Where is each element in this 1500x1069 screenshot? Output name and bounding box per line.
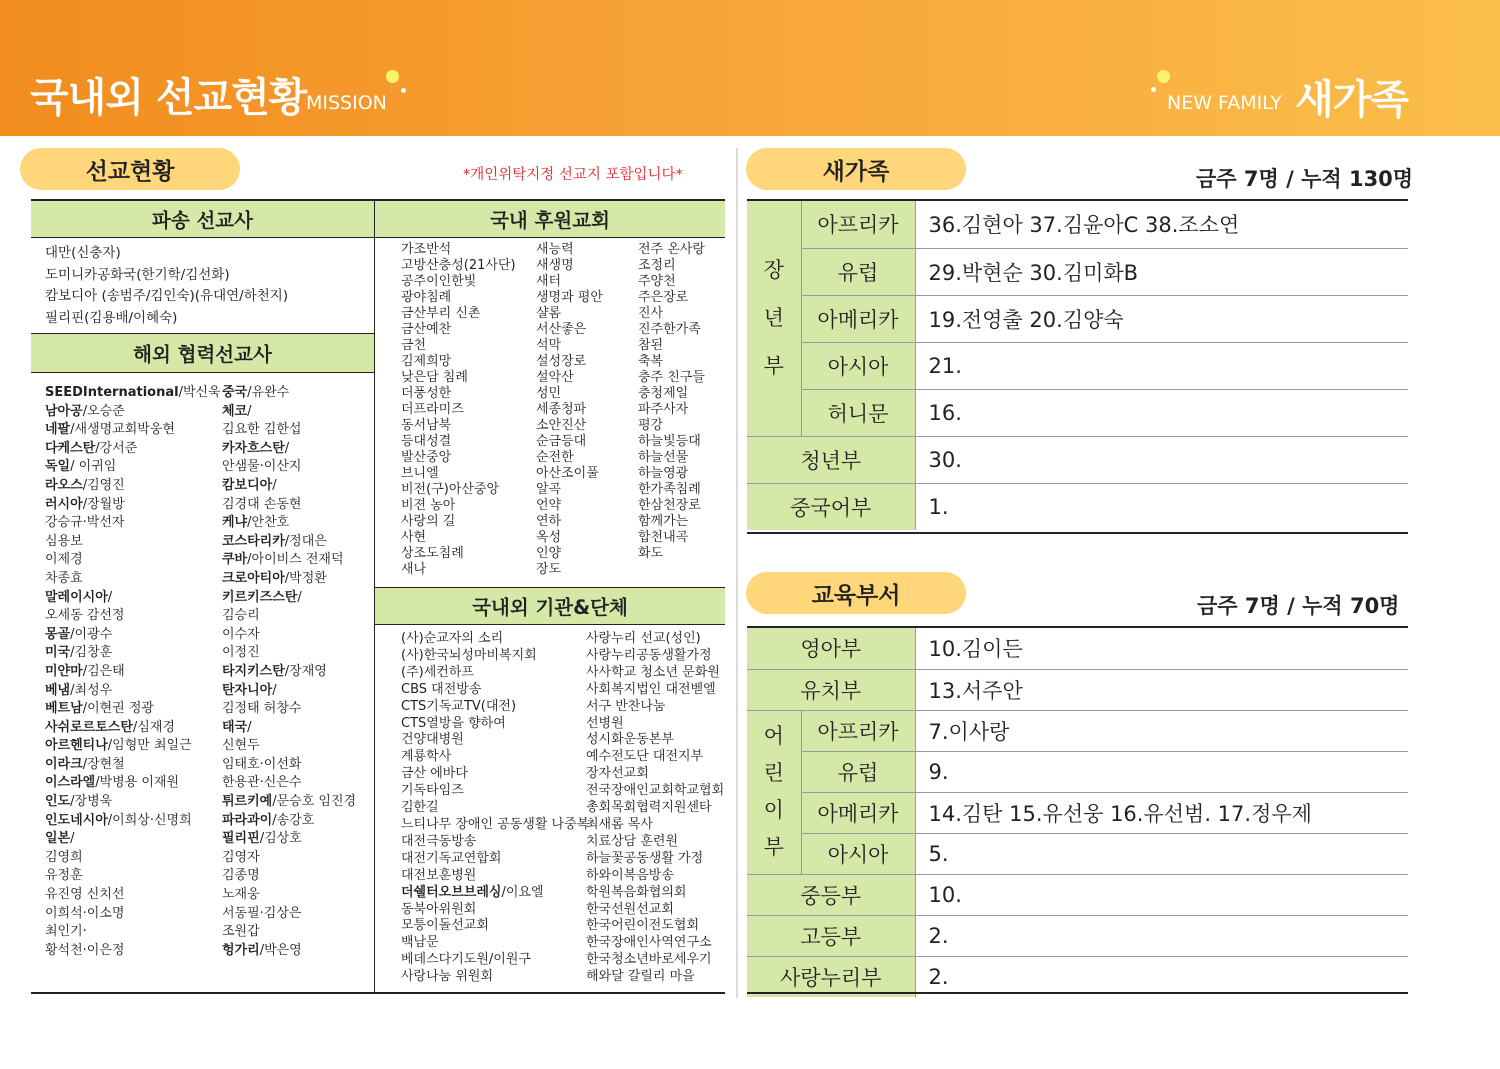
list-item: 금천 xyxy=(401,338,427,353)
table-category: 아시아 xyxy=(801,833,915,874)
list-item: 탄자니아/ xyxy=(222,682,277,698)
list-item: 총회목회협력지원센타 xyxy=(586,800,712,816)
education-pill: 교육부서 xyxy=(746,572,966,614)
table-value: 9. xyxy=(915,751,1408,792)
list-item: 하늘꽃공동생활 가정 xyxy=(586,850,704,866)
list-item: 광야침례 xyxy=(401,290,452,305)
education-stat: 금주 7명 / 누적 70명 xyxy=(1197,594,1400,618)
table-category: 유럽 xyxy=(801,751,915,792)
list-item: 김종명 xyxy=(222,868,260,884)
list-item: 하늘영광 xyxy=(638,466,689,481)
table-category: 고등부 xyxy=(747,915,915,956)
table-row xyxy=(747,483,1408,530)
list-item: 동북아위원회 xyxy=(401,901,477,917)
mission-note: *개인위탁지정 선교지 포함입니다* xyxy=(463,167,683,183)
newfamily-stat: 금주 7명 / 누적 130명 xyxy=(1196,167,1414,191)
list-item: 타지키스탄/장재영 xyxy=(222,663,327,679)
divider xyxy=(31,237,725,238)
list-item: 필리핀/김상호 xyxy=(222,831,302,847)
divider xyxy=(747,532,1408,534)
table-row xyxy=(747,915,1408,956)
orgs-list-col2 xyxy=(586,631,724,986)
list-item: 사회복지법인 대전벧엘 xyxy=(586,681,716,697)
list-item: 이희석·이소명 xyxy=(45,905,125,921)
list-item: 독일/ 이귀임 xyxy=(45,459,117,475)
list-item: 유진영 신치선 xyxy=(45,887,125,903)
list-item: CBS 대전방송 xyxy=(401,681,482,697)
list-item: 카자흐스탄/ xyxy=(222,440,290,456)
list-item: 해와달 갈릴리 마을 xyxy=(586,969,695,985)
mission-subtitle: MISSION xyxy=(306,92,387,114)
table-value: 21. xyxy=(915,342,1408,389)
list-item: 대전극동방송 xyxy=(401,833,477,849)
list-item: 설성장로 xyxy=(536,354,587,369)
list-item: 김한길 xyxy=(401,800,439,816)
decor-dot-icon xyxy=(1157,70,1170,83)
list-item: 일본/ xyxy=(45,831,75,847)
list-item: 사현 xyxy=(401,530,427,545)
list-item: 하늘빛등대 xyxy=(638,434,701,449)
list-item: 베냄/최성우 xyxy=(45,682,113,698)
list-item: 브니엘 xyxy=(401,466,439,481)
list-item: 진주한가족 xyxy=(638,322,701,337)
list-item: 말레이시아/ xyxy=(45,589,113,605)
list-item: 샬롬 xyxy=(536,306,562,321)
table-row xyxy=(747,710,1408,751)
education-table xyxy=(747,628,1408,997)
list-item: 한국장애인사역연구소 xyxy=(586,935,712,951)
list-item: 등대성결 xyxy=(401,434,452,449)
list-item: 네팔/새생명교회박웅현 xyxy=(45,422,175,438)
table-category: 중등부 xyxy=(747,874,915,915)
table-row xyxy=(747,669,1408,710)
list-item: 캄보디아/ xyxy=(222,477,277,493)
table-row xyxy=(747,342,1408,389)
list-item: 김영자 xyxy=(222,849,260,865)
list-item: 서산좋은 xyxy=(536,322,587,337)
list-item: 더풍성한 xyxy=(401,386,452,401)
table-value: 13.서주안 xyxy=(915,669,1408,710)
list-item: 기독타임즈 xyxy=(401,783,464,799)
list-item: 파라과이/송강호 xyxy=(222,812,315,828)
orgs-header: 국내외 기관&단체 xyxy=(375,588,725,624)
list-item: 공주이인한빛 xyxy=(401,274,477,289)
table-category: 청년부 xyxy=(747,436,915,483)
overseas-missionary-header: 해외 협력선교사 xyxy=(31,334,374,372)
table-row xyxy=(747,389,1408,436)
list-item: 생명과 평안 xyxy=(536,290,603,305)
list-item: 오세동 감선정 xyxy=(45,608,125,624)
table-row xyxy=(747,833,1408,874)
list-item: 상조도침례 xyxy=(401,546,464,561)
list-item: 이제경 xyxy=(45,552,83,568)
divider xyxy=(375,624,725,625)
list-item: (사)순교자의 소리 xyxy=(401,631,504,646)
list-item: 새생명 xyxy=(536,258,574,273)
table-row xyxy=(747,628,1408,669)
list-item: 미얀마/김은태 xyxy=(45,663,125,679)
list-item: 더쉘터오브브레싱/이요엘 xyxy=(401,884,544,900)
list-item: 사랑의 길 xyxy=(401,514,456,529)
list-item: 튀르키예/문승호 임진경 xyxy=(222,794,357,810)
newfamily-table xyxy=(747,201,1408,530)
list-item: 황석천·이은정 xyxy=(45,942,125,958)
list-item: 서구 반찬나눔 xyxy=(586,698,666,714)
list-item: 차종효 xyxy=(45,570,83,586)
list-item: 충청제일 xyxy=(638,386,689,401)
domestic-church-header: 국내 후원교회 xyxy=(375,201,725,237)
list-item: 조정리 xyxy=(638,258,676,273)
list-item: 합천내곡 xyxy=(638,530,689,545)
list-item: 한삼천장로 xyxy=(638,498,701,513)
table-category: 사랑누리부 xyxy=(747,956,915,997)
list-item: 하늘선물 xyxy=(638,450,689,465)
mission-pill: 선교현황 xyxy=(20,148,240,190)
list-item: (주)세컨하프 xyxy=(401,664,474,680)
list-item: 알곡 xyxy=(536,482,562,497)
table-row xyxy=(747,792,1408,833)
sent-missionary-header: 파송 선교사 xyxy=(31,201,374,237)
list-item: 한국어린이전도협회 xyxy=(586,918,700,934)
list-item: 설악산 xyxy=(536,370,574,385)
table-value: 36.김현아 37.김윤아C 38.조소연 xyxy=(915,201,1408,248)
table-row xyxy=(747,436,1408,483)
table-value: 5. xyxy=(915,833,1408,874)
table-value: 30. xyxy=(915,436,1408,483)
column-divider xyxy=(736,148,738,998)
list-item: 이수자 xyxy=(222,626,260,642)
list-item: 선병원 xyxy=(586,715,624,731)
table-value: 7.이사랑 xyxy=(915,710,1408,751)
list-item: 성시화운동본부 xyxy=(586,732,674,748)
list-item: 인도네시아/이희상·신명희 xyxy=(45,812,192,828)
list-item: 한국선원선교회 xyxy=(586,901,674,917)
divider xyxy=(31,372,374,373)
list-item: 김요한 김한섭 xyxy=(222,422,302,438)
overseas-list-col2 xyxy=(222,384,356,960)
list-item: 언약 xyxy=(536,498,562,513)
list-item: 소안진산 xyxy=(536,418,587,433)
list-item: 이라크/장현철 xyxy=(45,756,125,772)
list-item: 금산 에바다 xyxy=(401,766,468,782)
list-item: 중국/유완수 xyxy=(222,385,290,400)
list-item: 성민 xyxy=(536,386,562,401)
list-item: 금산예찬 xyxy=(401,322,452,337)
list-item: 세종청파 xyxy=(536,402,587,417)
table-category: 아프리카 xyxy=(801,201,915,248)
list-item: 주은장로 xyxy=(638,290,689,305)
list-item: 노재웅 xyxy=(222,887,260,903)
list-item: 신현두 xyxy=(222,738,260,754)
table-row xyxy=(747,751,1408,792)
group-label: 어 린 이 부 xyxy=(747,710,801,874)
list-item: 강승규·박선자 xyxy=(45,515,125,531)
list-item: 심용보 xyxy=(45,533,83,549)
list-item: 김제희망 xyxy=(401,354,452,369)
list-item: 김경대 손동현 xyxy=(222,496,302,512)
list-item: 조원갑 xyxy=(222,924,260,940)
list-item: 전국장애인교회학교협회 xyxy=(586,783,725,799)
table-value: 19.전영출 20.김양숙 xyxy=(915,295,1408,342)
list-item: 평강 xyxy=(638,418,664,433)
list-item: 화도 xyxy=(638,546,664,561)
list-item: 사사학교 청소년 문화원 xyxy=(586,664,720,680)
table-value: 14.김탄 15.유선웅 16.유선범. 17.정우제 xyxy=(915,792,1408,833)
list-item: 순금등대 xyxy=(536,434,587,449)
domestic-list-col1 xyxy=(401,242,516,578)
list-item: 동서남북 xyxy=(401,418,452,433)
table-category: 영아부 xyxy=(747,628,915,669)
table-value: 2. xyxy=(915,915,1408,956)
page-header xyxy=(0,0,1500,136)
list-item: 가조반석 xyxy=(401,242,452,257)
table-row xyxy=(747,201,1408,248)
list-item: (사)한국뇌성마비복지회 xyxy=(401,647,537,663)
table-row xyxy=(747,295,1408,342)
list-item: 김영희 xyxy=(45,849,83,865)
domestic-list-col3 xyxy=(638,242,705,562)
list-item: 인도/장병욱 xyxy=(45,794,113,810)
list-item: 대만(신충자) xyxy=(45,245,121,261)
table-value: 16. xyxy=(915,389,1408,436)
list-item: 느티나무 장애인 공동생활 나중복 xyxy=(401,816,590,832)
list-item: 사랑누리공동생활가정 xyxy=(586,647,712,663)
list-item: 축복 xyxy=(638,354,664,369)
table-category: 유치부 xyxy=(747,669,915,710)
table-category: 아메리카 xyxy=(801,792,915,833)
list-item: 백남문 xyxy=(401,935,439,951)
decor-dot-icon xyxy=(401,88,406,93)
list-item: 예수전도단 대전지부 xyxy=(586,749,704,765)
list-item: 주양천 xyxy=(638,274,676,289)
list-item: 전주 온사랑 xyxy=(638,242,705,257)
list-item: 김정태 허창수 xyxy=(222,701,302,717)
list-item: 낮은담 침례 xyxy=(401,370,468,385)
list-item: 금산부리 신촌 xyxy=(401,306,481,321)
list-item: 사랑누리 선교(성인) xyxy=(586,631,701,646)
list-item: 쿠바/아이비스 전재덕 xyxy=(222,552,344,568)
list-item: 베데스다기도원/이원구 xyxy=(401,952,531,968)
list-item: 한가족침례 xyxy=(638,482,701,497)
table-row xyxy=(747,248,1408,295)
list-item: 김승리 xyxy=(222,608,260,624)
list-item: 이정진 xyxy=(222,645,260,661)
table-value: 29.박현순 30.김미화B xyxy=(915,248,1408,295)
list-item: 다케스탄/강서준 xyxy=(45,440,138,456)
list-item: 아산조이풀 xyxy=(536,466,599,481)
list-item: 함께가는 xyxy=(638,514,689,529)
list-item: 서동필·김상은 xyxy=(222,905,302,921)
list-item: 태국/ xyxy=(222,719,252,735)
list-item: 발산중앙 xyxy=(401,450,452,465)
list-item: 케냐/안찬호 xyxy=(222,515,290,531)
table-category: 허니문 xyxy=(801,389,915,436)
table-row xyxy=(747,956,1408,997)
newfamily-title: 새가족 xyxy=(1295,77,1408,123)
list-item: 새터 xyxy=(536,274,562,289)
list-item: 새나 xyxy=(401,562,427,577)
list-item: 한용관·신은수 xyxy=(222,775,302,791)
list-item: 코스타리카/정대은 xyxy=(222,533,327,549)
list-item: 비전(구)아산중앙 xyxy=(401,482,500,497)
list-item: 치료상담 훈련원 xyxy=(586,833,679,849)
list-item: 키르키즈스탄/ xyxy=(222,589,302,605)
table-row xyxy=(747,874,1408,915)
table-value: 2. xyxy=(928,964,949,989)
list-item: 진사 xyxy=(638,306,664,321)
list-item: 옥성 xyxy=(536,530,562,545)
list-item: 모퉁이돌선교회 xyxy=(401,918,489,934)
list-item: 파주사자 xyxy=(638,402,689,417)
divider xyxy=(31,992,725,994)
list-item: 대전보훈병원 xyxy=(401,867,477,883)
table-value: 10. xyxy=(915,874,1408,915)
mission-title: 국내외 선교현황 xyxy=(30,75,307,121)
list-item: 러시아/장월방 xyxy=(45,496,125,512)
divider xyxy=(747,992,1408,994)
table-value: 1. xyxy=(928,494,949,519)
list-item: 학원복음화협의회 xyxy=(586,884,687,900)
list-item: 임태호·이선화 xyxy=(222,756,302,772)
list-item: CTS기독교TV(대전) xyxy=(401,698,517,714)
list-item: 사쉬로르토스탄/심재경 xyxy=(45,719,175,735)
decor-dot-icon xyxy=(386,70,399,83)
list-item: 미국/김창훈 xyxy=(45,645,113,661)
list-item: 안샘물·이산지 xyxy=(222,459,302,475)
list-item: 아르헨티나/임형만 최일근 xyxy=(45,738,192,754)
list-item: 헝가리/박은영 xyxy=(222,942,302,958)
list-item: 충주 친구들 xyxy=(638,370,705,385)
table-category: 아시아 xyxy=(801,342,915,389)
table-category: 아메리카 xyxy=(801,295,915,342)
list-item: 사랑나눔 위원회 xyxy=(401,969,494,985)
list-item: 유정훈 xyxy=(45,868,83,884)
list-item: 라오스/김영진 xyxy=(45,477,125,493)
list-item: 새능력 xyxy=(536,242,574,257)
orgs-list-col1 xyxy=(401,631,589,986)
table-category: 중국어부 xyxy=(747,483,915,530)
list-item: 필리핀(김용배/이혜숙) xyxy=(45,309,178,326)
overseas-list-col1 xyxy=(45,384,221,960)
domestic-list-col2 xyxy=(536,242,603,578)
list-item: 캄보디아 (송범주/김인숙)(유대연/하천지) xyxy=(45,288,289,304)
list-item: 대전기독교연합회 xyxy=(401,850,502,866)
table-category: 아프리카 xyxy=(801,710,915,751)
table-category: 유럽 xyxy=(801,248,915,295)
list-item: 더프라미즈 xyxy=(401,402,464,417)
list-item: 고방산충성(21사단) xyxy=(401,258,516,273)
list-item: CTS열방을 향하여 xyxy=(401,715,506,731)
list-item: 남아공/오승준 xyxy=(45,403,125,419)
table-value: 10.김이든 xyxy=(915,628,1408,669)
list-item: 장자선교회 xyxy=(586,766,649,782)
list-item: 크로아티아/박정환 xyxy=(222,570,327,586)
list-item: 최새롬 목사 xyxy=(586,816,653,832)
list-item: 체코/ xyxy=(222,403,252,419)
list-item: 계룡학사 xyxy=(401,749,452,765)
list-item: 인양 xyxy=(536,546,562,561)
list-item: 이스라엘/박병용 이재원 xyxy=(45,775,180,791)
list-item: 석막 xyxy=(536,338,562,353)
list-item: 장도 xyxy=(536,562,562,577)
list-item: 최인기· xyxy=(45,924,87,940)
group-label: 장 년 부 xyxy=(747,201,801,436)
list-item: 하와이복음방송 xyxy=(586,867,674,883)
list-item: 참된 xyxy=(638,338,664,353)
list-item: 연하 xyxy=(536,514,562,529)
newfamily-pill: 새가족 xyxy=(746,148,966,190)
decor-dot-icon xyxy=(1151,87,1156,92)
list-item: 한국청소년바로세우기 xyxy=(586,952,712,968)
list-item: 비젼 농아 xyxy=(401,498,456,513)
list-item: 순전한 xyxy=(536,450,574,465)
list-item: 몽골/이광수 xyxy=(45,626,113,642)
list-item: 베트남/이현권 정광 xyxy=(45,701,154,717)
newfamily-subtitle: NEW FAMILY xyxy=(1167,92,1282,114)
list-item: SEEDInternational/박신욱 xyxy=(45,385,221,400)
list-item: 도미니카공화국(한기학/김선화) xyxy=(45,266,230,283)
sent-missionary-list xyxy=(45,243,288,329)
list-item: 건양대병원 xyxy=(401,732,464,748)
